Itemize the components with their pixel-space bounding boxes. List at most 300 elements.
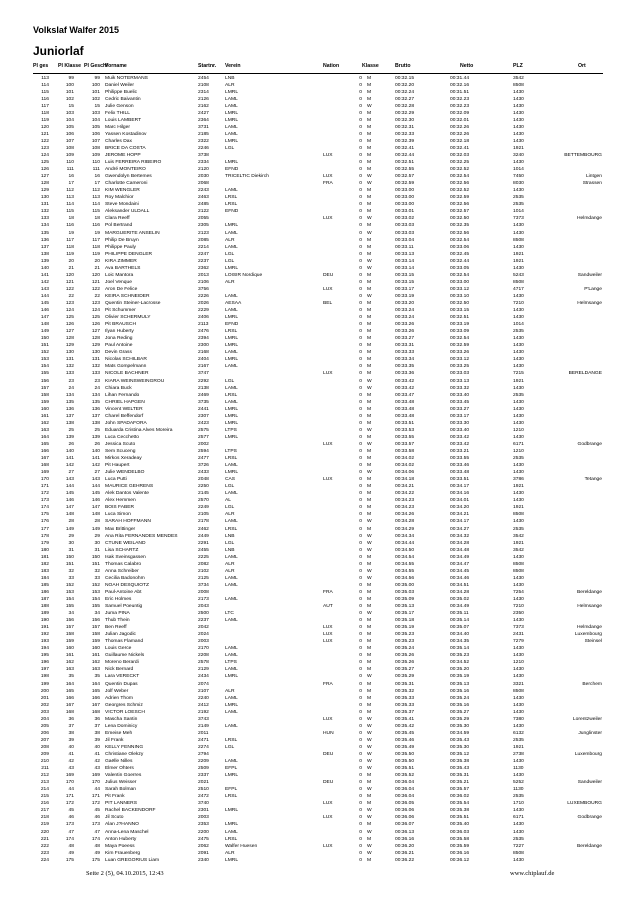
runner-name: Clara Reeff [105,216,130,222]
gross-time: 00:36.21 [395,850,415,856]
postal-code: 2535 [513,195,524,201]
class-code: 0 [359,737,362,743]
net-time: 00:35.14 [450,646,470,652]
place-class: 31 [68,547,74,553]
place-class: 113 [66,195,74,201]
postal-code: 3321 [513,681,524,687]
net-time: 00:32.50 [450,216,470,222]
postal-code: 5243 [513,272,524,278]
place-gender: 166 [91,695,100,701]
table-row [0,695,638,702]
net-time: 00:34.32 [450,533,470,539]
class-gender: M [367,286,372,292]
class-gender: W [367,815,372,821]
place-class: 146 [65,498,74,504]
table-row [0,131,638,138]
table-row [0,434,638,441]
gross-time: 00:33.19 [395,293,415,299]
class-gender: M [367,202,372,208]
col-klasse-cat: Klasse [362,63,379,69]
gross-time: 00:32.30 [395,117,415,123]
place-overall: 146 [40,308,49,314]
club: LAML [225,554,238,560]
place-class: 156 [65,618,74,624]
place-gender: 158 [91,632,100,638]
col-nation: Nation [323,63,340,69]
place-gender: 143 [91,477,100,483]
place-overall: 196 [40,660,49,666]
gross-time: 00:35.18 [395,618,415,624]
runner-name: Anna-Lena Maschel [105,829,149,835]
place-class: 124 [65,308,74,314]
place-gender: 20 [94,258,100,264]
gross-time: 00:32.28 [395,103,415,109]
start-number: 2013 [198,272,209,278]
place-class: 108 [65,145,74,151]
start-number: 2106 [198,279,209,285]
class-gender: W [367,737,372,743]
class-gender: W [367,385,372,391]
postal-code: 1430 [513,96,524,102]
start-number: 2340 [198,857,209,863]
place-class: 26 [68,441,74,447]
class-gender: M [367,822,372,828]
net-time: 00:33.00 [450,279,470,285]
postal-code: 1430 [513,124,524,130]
class-gender: M [367,357,372,363]
runner-name: Luca Simon [105,512,131,518]
net-time: 00:35.57 [450,787,470,793]
runner-name: Georgres Schmiz [105,702,143,708]
runner-name: PIT LANNERS [105,801,137,807]
gross-time: 00:32.31 [395,124,415,130]
table-row [0,406,638,413]
place-class: 105 [65,124,74,130]
net-time: 00:33.42 [450,441,470,447]
club: LAML [225,653,238,659]
class-code: 0 [359,829,362,835]
start-number: 2577 [198,434,209,440]
class-code: 0 [359,223,362,229]
net-time: 00:34.40 [450,632,470,638]
gross-time: 00:35.42 [395,723,415,729]
results-table [0,75,638,864]
table-row [0,497,638,504]
class-code: 0 [359,709,362,715]
place-class: 157 [65,625,74,631]
table-row [0,786,638,793]
class-gender: W [367,730,372,736]
place-gender: 116 [92,223,100,229]
net-time: 00:35.38 [450,808,470,814]
runner-name: JEROME HOPP [105,153,141,159]
place-gender: 157 [91,625,100,631]
place-class: 117 [66,237,74,243]
net-time: 00:33.06 [450,244,470,250]
gross-time: 00:33.20 [395,301,415,306]
class-code: 0 [359,554,362,560]
class-gender: M [367,702,372,708]
class-gender: M [367,653,372,659]
nation: LUX [323,477,333,483]
runner-name: Eric Holmes [105,596,132,602]
table-row [0,744,638,751]
place-gender: 133 [91,371,100,377]
class-code: 0 [359,611,362,617]
class-gender: M [367,371,372,377]
runner-name: Mirkos Xeradeay [105,456,142,462]
gross-time: 00:33.02 [395,216,415,222]
runner-name: Luis FERREIRA RIBEIRO [105,160,162,166]
club: LMRL [225,117,239,123]
place-overall: 116 [41,96,49,102]
net-time: 00:34.45 [450,568,470,574]
net-time: 00:35.11 [450,611,469,617]
place-gender: 18 [94,216,100,222]
start-number: 2062 [198,843,209,849]
place-gender: 124 [91,308,100,314]
net-time: 00:32.56 [450,230,470,236]
table-row [0,582,638,589]
club: LTPS [225,427,237,433]
club: LAML [225,646,238,652]
gross-time: 00:32.39 [395,138,415,144]
start-number: 2433 [198,470,209,476]
class-code: 0 [359,618,362,624]
class-code: 0 [359,286,362,292]
place-overall: 139 [40,258,49,264]
net-time: 00:32.16 [450,82,470,88]
class-code: 0 [359,533,362,539]
net-time: 00:34.49 [450,604,470,610]
class-code: 0 [359,801,362,807]
place-overall: 222 [40,843,49,849]
class-code: 0 [359,780,362,786]
net-time: 00:33.51 [450,477,470,483]
table-row [0,363,638,370]
postal-code: 5252 [513,780,524,786]
class-gender: W [367,293,372,299]
place-gender: 129 [91,343,100,349]
start-number: 2449 [198,533,209,539]
club: LGL [225,744,235,750]
postal-code: 7450 [513,174,524,180]
postal-code: 1430 [513,188,524,194]
place-gender: 22 [94,293,100,299]
net-time: 00:33.05 [450,265,470,271]
class-code: 0 [359,589,362,595]
place-gender: 137 [91,413,100,419]
club: LAML [225,399,238,405]
gross-time: 00:36.05 [395,801,415,807]
start-number: 2434 [198,674,209,680]
place-overall: 120 [40,124,49,130]
net-time: 00:35.23 [450,653,470,659]
class-code: 0 [359,406,362,412]
club: LRSL [225,329,238,335]
class-code: 0 [359,519,362,525]
start-number: 2578 [198,660,209,666]
place-overall: 132 [40,209,49,215]
start-number: 2240 [198,695,209,701]
gross-time: 00:33.58 [395,448,415,454]
start-number: 2068 [198,181,209,187]
start-number: 2292 [198,378,209,384]
col-klasse: Pl Klasse [58,63,82,69]
gross-time: 00:35.09 [395,596,415,602]
place-class: 172 [65,801,74,807]
postal-code: 2535 [513,456,524,462]
net-time: 00:34.16 [450,491,470,497]
table-row [0,702,638,709]
gross-time: 00:35.52 [395,773,415,779]
place-gender: 17 [94,181,100,187]
place-gender: 102 [91,96,100,102]
place-overall: 155 [40,371,49,377]
table-row [0,321,638,328]
place-overall: 133 [40,216,49,222]
runner-name: Julius Weisser [105,780,137,786]
place-overall: 185 [40,582,49,588]
club: LRSL [225,526,238,532]
gross-time: 00:34.23 [395,498,415,504]
place-overall: 193 [40,639,49,645]
club: LGL [225,484,235,490]
class-gender: M [367,646,372,652]
postal-code: 1210 [513,448,524,454]
net-time: 00:33.15 [450,308,470,314]
gross-time: 00:33.36 [395,371,415,377]
place-overall: 197 [40,667,49,673]
table-row [0,730,638,737]
place-class: 123 [65,301,74,306]
class-gender: M [367,512,372,518]
place-class: 144 [65,484,74,490]
class-gender: M [367,667,372,673]
class-code: 0 [359,378,362,384]
club: LGL [225,378,235,384]
class-gender: M [367,420,372,426]
class-code: 0 [359,315,362,321]
start-number: 2485 [198,202,209,208]
class-code: 0 [359,505,362,511]
place-gender: 42 [94,759,100,765]
gross-time: 00:35.27 [395,667,415,673]
class-gender: M [367,554,372,560]
place-overall: 148 [40,322,49,328]
place-overall: 208 [40,744,49,750]
class-code: 0 [359,653,362,659]
start-number: 2108 [198,82,209,88]
runner-name: Gaëlle Nilles [105,759,133,765]
start-number: 2237 [198,618,209,624]
net-time: 00:33.26 [450,350,470,356]
place-overall: 126 [40,167,49,173]
class-gender: M [367,195,372,201]
place-overall: 189 [40,611,49,617]
class-code: 0 [359,639,362,645]
place-overall: 180 [40,547,49,553]
class-gender: W [367,258,372,264]
place-class: 99 [68,75,74,81]
start-number: 2455 [198,547,209,553]
gross-time: 00:34.06 [395,470,415,476]
postal-code: 8508 [513,279,524,285]
runner-name: Thub Thein [105,618,130,624]
city: Bereldange [576,589,602,595]
place-overall: 150 [40,336,49,342]
place-class: 101 [65,89,74,95]
place-overall: 179 [40,540,49,546]
runner-name: Elmer Ohters [105,766,134,772]
place-overall: 223 [40,850,49,856]
place-class: 115 [66,209,74,215]
net-time: 00:32.57 [450,209,470,215]
place-gender: 113 [92,195,100,201]
place-gender: 23 [94,378,100,384]
gross-time: 00:34.44 [395,540,415,546]
class-gender: M [367,399,372,405]
start-number: 2126 [198,96,209,102]
table-row [0,821,638,828]
postal-code: 1014 [513,322,524,328]
place-gender: 110 [92,160,100,166]
gross-time: 00:33.33 [395,350,415,356]
place-gender: 127 [91,329,100,335]
place-gender: 38 [94,730,100,736]
class-gender: W [367,843,372,849]
postal-code: 1430 [513,434,524,440]
class-gender: M [367,582,372,588]
postal-code: 1921 [513,484,524,490]
postal-code: 2535 [513,737,524,743]
net-time: 00:35.07 [450,625,470,631]
place-class: 175 [65,857,74,863]
start-number: 2102 [198,568,209,574]
start-number: 2170 [198,646,209,652]
gross-time: 00:35.41 [395,716,415,722]
place-gender: 34 [94,611,100,617]
club: LAML [225,759,238,765]
place-overall: 122 [40,138,49,144]
place-gender: 47 [94,829,100,835]
place-overall: 136 [40,237,49,243]
table-row [0,807,638,814]
class-code: 0 [359,632,362,638]
gross-time: 00:34.55 [395,568,415,574]
place-overall: 154 [40,364,49,370]
table-row [0,237,638,244]
runner-name: Maya Poeess [105,843,135,849]
class-gender: M [367,343,372,349]
net-time: 00:35.43 [450,766,470,772]
postal-code: 1430 [513,413,524,419]
nation: LUX [323,625,333,631]
net-time: 00:34.28 [450,589,470,595]
class-gender: M [367,237,372,243]
table-row [0,251,638,258]
start-number: 2167 [198,364,209,370]
table-row [0,504,638,511]
place-gender: 117 [92,237,100,243]
class-code: 0 [359,138,362,144]
gross-time: 00:35.33 [395,695,415,701]
place-gender: 131 [91,357,100,363]
class-code: 0 [359,385,362,391]
postal-code: 1430 [513,420,524,426]
class-gender: W [367,427,372,433]
place-overall: 138 [40,251,49,257]
table-row [0,356,638,363]
net-time: 00:32.26 [450,124,470,130]
place-class: 35 [68,674,74,680]
net-time: 00:32.25 [450,160,470,166]
gross-time: 00:33.35 [395,364,415,370]
table-row [0,617,638,624]
class-gender: M [367,160,372,166]
place-gender: 161 [91,653,100,659]
gross-time: 00:36.07 [395,822,415,828]
net-time: 00:34.52 [450,660,470,666]
class-code: 0 [359,244,362,250]
gross-time: 00:34.54 [395,554,415,560]
class-gender: M [367,709,372,715]
table-row [0,166,638,173]
club: LAML [225,96,238,102]
start-number: 2423 [198,420,209,426]
class-gender: W [367,533,372,539]
club: EFPL [225,787,238,793]
class-code: 0 [359,660,362,666]
table-row [0,850,638,857]
runner-name: Jil Scuto [105,815,124,821]
nation: AUT [323,604,333,610]
net-time: 00:36.12 [450,857,470,863]
postal-code: 1430 [513,131,524,137]
start-number: 2003 [198,815,209,821]
table-row [0,800,638,807]
start-number: 2113 [198,322,209,328]
start-number: 2003 [198,639,209,645]
place-gender: 32 [94,568,100,574]
net-time: 00:33.10 [450,293,470,299]
postal-code: 1430 [513,498,524,504]
place-gender: 28 [94,519,100,525]
table-row [0,279,638,286]
gross-time: 00:34.28 [395,519,415,525]
runner-name: KIARA WEINSWEINGROU [105,378,165,384]
net-time: 00:35.58 [450,836,470,842]
postal-code: 2535 [513,836,524,842]
class-gender: M [367,138,372,144]
nation: LUX [323,801,333,807]
runner-name: Lihan Fernando [105,392,140,398]
class-code: 0 [359,131,362,137]
place-gender: 162 [91,660,100,666]
postal-code: 7227 [513,843,524,849]
place-class: 147 [65,505,74,511]
class-code: 0 [359,723,362,729]
gross-time: 00:36.13 [395,829,415,835]
table-row [0,793,638,800]
runner-name: Lena Dominicy [105,723,138,729]
nation: FRA [323,181,333,187]
city: Helmsange [577,301,602,306]
city: Berchem [582,681,602,687]
place-gender: 147 [91,505,100,511]
start-number: 2462 [198,526,209,532]
club: LAML [225,618,238,624]
